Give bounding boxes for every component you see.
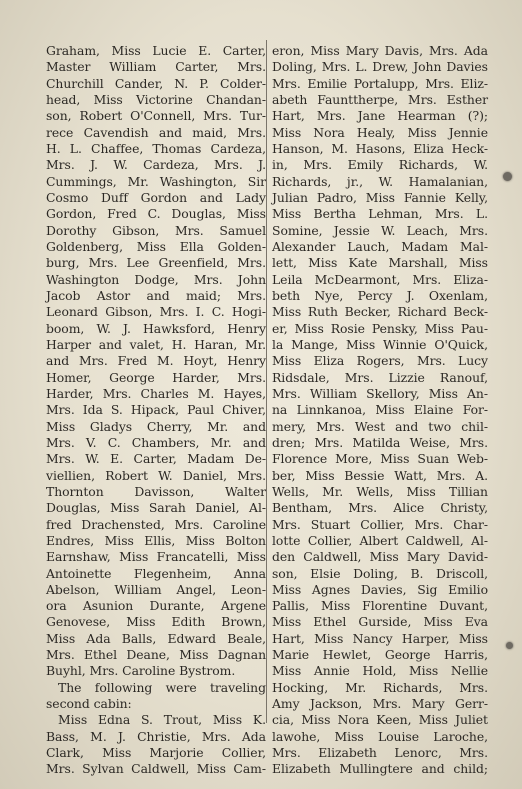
text-line: son, Elsie Doling, B. Driscoll, (272, 565, 488, 581)
text-line: Richards, jr., W. Hamalanian, (272, 173, 488, 189)
text-line: Miss Ethel Gurside, Miss Eva (272, 614, 488, 630)
text-line: Cummings, Mr. Washington, Sir (46, 173, 266, 189)
text-line: Florence More, Miss Suan Web- (272, 451, 488, 467)
text-line: Harper and valet, H. Haran, Mr. (46, 336, 266, 352)
text-line: Mrs. W. E. Carter, Madam De- (46, 451, 266, 467)
text-line: Ridsdale, Mrs. Lizzie Ranouf, (272, 369, 488, 385)
text-line: H. L. Chaffee, Thomas Cardeza, (46, 140, 266, 156)
text-line: er, Miss Rosie Pensky, Miss Pau- (272, 320, 488, 336)
text-line: Washington Dodge, Mrs. John (46, 271, 266, 287)
text-line: Harder, Mrs. Charles M. Hayes, (46, 385, 266, 401)
text-line: second cabin: (46, 696, 132, 712)
text-line: fred Drachensted, Mrs. Caroline (46, 516, 266, 532)
binding-hole (503, 172, 512, 181)
text-line: Miss Agnes Davies, Sig Emilio (272, 581, 488, 597)
text-line: Cosmo Duff Gordon and Lady (46, 189, 266, 205)
text-line: Miss Annie Hold, Miss Nellie (272, 663, 488, 679)
text-line: Mrs. William Skellory, Miss An- (272, 385, 488, 401)
text-line: The following were traveling (58, 679, 266, 695)
text-line: Hanson, M. Hasons, Eliza Heck- (272, 140, 488, 156)
text-line: mery, Mrs. West and two chil- (272, 418, 488, 434)
text-line: Bass, M. J. Christie, Mrs. Ada (46, 728, 266, 744)
text-line: Leila McDearmont, Mrs. Eliza- (272, 271, 488, 287)
text-line: Doling, Mrs. L. Drew, John Davies (272, 59, 488, 75)
text-line: cia, Miss Nora Keen, Miss Juliet (272, 712, 488, 728)
text-line: and Mrs. Fred M. Hoyt, Henry (46, 353, 266, 369)
text-line: Miss Edna S. Trout, Miss K. (58, 712, 266, 728)
text-line: Homer, George Harder, Mrs. (46, 369, 266, 385)
text-line: Genovese, Miss Edith Brown, (46, 614, 266, 630)
text-line: Abelson, William Angel, Leon- (46, 581, 266, 597)
text-line: Graham, Miss Lucie E. Carter, (46, 43, 266, 58)
text-line: Mrs. Ida S. Hipack, Paul Chiver, (46, 402, 266, 418)
text-line: Mrs. Sylvan Caldwell, Miss Cam- (46, 761, 266, 777)
text-line: Miss Ada Balls, Edward Beale, (46, 630, 266, 646)
text-line: Jacob Astor and maid; Mrs. (46, 287, 266, 303)
text-line: Mrs. Emilie Portalupp, Mrs. Eliz- (272, 75, 488, 91)
text-line: Mrs. Stuart Collier, Mrs. Char- (272, 516, 488, 532)
text-line: Somine, Jessie W. Leach, Mrs. (272, 222, 488, 238)
text-line: lotte Collier, Albert Caldwell, Al- (272, 532, 488, 548)
text-line: viellien, Robert W. Daniel, Mrs. (46, 467, 266, 483)
text-line: ber, Miss Bessie Watt, Mrs. A. (272, 467, 488, 483)
text-line: Churchill Cander, N. P. Colder- (46, 75, 266, 91)
text-line: Julian Padro, Miss Fannie Kelly, (272, 189, 488, 205)
text-line: Marie Hewlet, George Harris, (272, 647, 488, 663)
text-line: Mrs. Elizabeth Lenorc, Mrs. (272, 745, 488, 761)
text-line: Miss Gladys Cherry, Mr. and (46, 418, 266, 434)
text-line: Thornton Davisson, Walter (46, 483, 266, 499)
text-line: Douglas, Miss Sarah Daniel, Al- (46, 500, 266, 516)
text-line: Miss Ruth Becker, Richard Beck- (272, 304, 488, 320)
text-line: Earnshaw, Miss Francatelli, Miss (46, 549, 266, 565)
text-line: Wells, Mr. Wells, Miss Tillian (272, 483, 488, 499)
text-line: burg, Mrs. Lee Greenfield, Mrs. (46, 255, 266, 271)
text-line: Gordon, Fred C. Douglas, Miss (46, 206, 266, 222)
text-line: Elizabeth Mullingtere and child; (272, 761, 488, 777)
text-line: Bentham, Mrs. Alice Christy, (272, 500, 488, 516)
text-line: Miss Eliza Rogers, Mrs. Lucy (272, 353, 488, 369)
text-line: Master William Carter, Mrs. (46, 59, 266, 75)
text-line: Miss Bertha Lehman, Mrs. L. (272, 206, 488, 222)
text-line: son, Robert O'Connell, Mrs. Tur- (46, 108, 266, 124)
text-line: rece Cavendish and maid, Mrs. (46, 124, 266, 140)
text-line: Goldenberg, Miss Ella Golden- (46, 238, 266, 254)
text-line: abeth Faunttherpe, Mrs. Esther (272, 91, 488, 107)
text-line: Buyhl, Mrs. Caroline Bystrom. (46, 663, 236, 679)
text-line: in, Mrs. Emily Richards, W. (272, 157, 488, 173)
text-line: Hart, Miss Nancy Harper, Miss (272, 630, 488, 646)
text-line: la Mange, Miss Winnie O'Quick, (272, 336, 488, 352)
text-line: Antoinette Flegenheim, Anna (46, 565, 266, 581)
text-line: Leonard Gibson, Mrs. I. C. Hogi- (46, 304, 266, 320)
text-line: Dorothy Gibson, Mrs. Samuel (46, 222, 266, 238)
left-column (46, 43, 266, 778)
column-rule (266, 40, 267, 723)
text-line: Mrs. Ethel Deane, Miss Dagnan (46, 647, 266, 663)
text-line: lawohe, Miss Louise Laroche, (272, 728, 488, 744)
binding-hole (506, 642, 513, 649)
text-line: dren; Mrs. Matilda Weise, Mrs. (272, 434, 488, 450)
text-line: Clark, Miss Marjorie Collier, (46, 745, 266, 761)
text-line: Endres, Miss Ellis, Miss Bolton (46, 532, 266, 548)
text-line: lett, Miss Kate Marshall, Miss (272, 255, 488, 271)
text-line: Pallis, Miss Florentine Duvant, (272, 598, 488, 614)
text-line: Miss Nora Healy, Miss Jennie (272, 124, 488, 140)
text-line: beth Nye, Percy J. Oxenlam, (272, 287, 488, 303)
text-line: boom, W. J. Hawksford, Henry (46, 320, 266, 336)
text-line: Mrs. J. W. Cardeza, Mrs. J. (46, 157, 266, 173)
text-line: eron, Miss Mary Davis, Mrs. Ada (272, 43, 488, 58)
text-line: Amy Jackson, Mrs. Mary Gerr- (272, 696, 488, 712)
text-line: Hart, Mrs. Jane Hearman (?); (272, 108, 488, 124)
text-line: head, Miss Victorine Chandan- (46, 91, 266, 107)
right-column (272, 43, 488, 778)
text-line: Mrs. V. C. Chambers, Mr. and (46, 434, 266, 450)
text-line: na Linnkanoa, Miss Elaine For- (272, 402, 488, 418)
text-line: Alexander Lauch, Madam Mal- (272, 238, 488, 254)
text-line: Hocking, Mr. Richards, Mrs. (272, 679, 488, 695)
text-line: den Caldwell, Miss Mary David- (272, 549, 488, 565)
text-line: ora Asunion Durante, Argene (46, 598, 266, 614)
